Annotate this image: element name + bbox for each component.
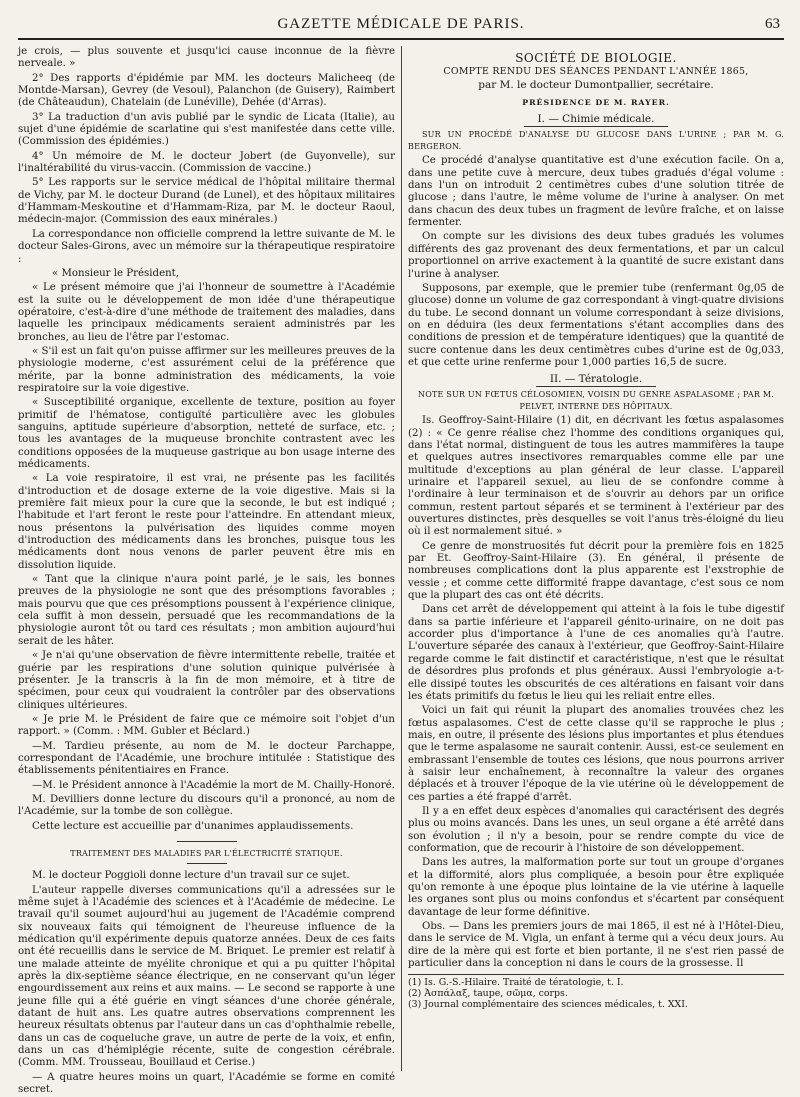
paragraph: Ce genre de monstruosités fut décrit pour la première fois en 1825 par Et. Geoffroy-Saint-Hilaire (3). En général, il présente de nombreuses complications dont la plus apparente est l'exstrophie de vessie ; et comme cette difformité frappe davantage, c'est sous ce nom que la plupart des cas ont été décrits. <box>408 540 784 602</box>
paragraph: Dans cet arrêt de développement qui atteint à la fois le tube digestif dans sa partie inférieure et l'appareil génito-urinaire, on ne doit pas accorder plus d'importance à l'une de ces anomalies qu'à l'autre. L'ouverture séparée des canaux à l'extérieur, que Geoffroy-Saint-Hilaire regarde comme le fait distinctif et caractéristique, n'est que le résultat de désordres plus profonds et plus généraux. Aussi l'embryologie a-t-elle dissipé toutes les obscurités de ces altérations en faisant voir dans les états primitifs du fœtus le lieu qui les reliait entre elles. <box>408 604 784 702</box>
paragraph: « Je prie M. le Président de faire que ce mémoire soit l'objet d'un rapport. » (Comm. : MM. Gubler et Béclard.) <box>18 713 395 738</box>
paragraph: « Le présent mémoire que j'ai l'honneur de soumettre à l'Académie est la suite ou le développement de mon idée d'une thérapeutique opératoire, c'est-à-dire d'une méthode de traitement des maladies, dans laquelle les principaux médicaments seraient administrés par les bronches, au lieu de l'être par l'estomac. <box>18 282 395 343</box>
society-heading: SOCIÉTÉ DE BIOLOGIE. <box>515 51 677 65</box>
paragraph: Voici un fait qui réunit la plupart des anomalies trouvées chez les fœtus aspalasomes. C'est de cette classe qu'il se rapproche le plus ; mais, en outre, il présente des lésions plus importantes et plus étendues que le terme aspalasome ne saurait contenir. Aussi, est-ce seulement en embrassant l'ensemble de toutes ces lésions, que nous pourrons arriver à saisir leur enchaînement, à reconnaître la valeur des organes déplacés et à trouver l'époque de la vie utérine où le développement de ces parties a été frappé d'arrêt. <box>408 705 784 803</box>
paragraph: « Monsieur le Président, <box>52 267 179 279</box>
page-number: 63 <box>765 16 780 32</box>
paragraph: Ce procédé d'analyse quantitative est d'une exécution facile. On a, dans une petite cuve à mercure, deux tubes gradués d'égal volume : dans l'un on introduit 2 centimètres cubes d'une solution titrée de glucose ; dans l'autre, le même volume de l'urine à analyser. On met dans chacun des deux tubes un fragment de levûre fraîche, et on laisse fermenter. <box>408 155 784 229</box>
article-title: TRAITEMENT DES MALADIES PAR L'ÉLECTRICITÉ STATIQUE. <box>70 848 343 858</box>
paragraph: M. Devilliers donne lecture du discours qu'il a prononcé, au nom de l'Académie, sur la tombe de son collègue. <box>18 793 395 818</box>
paragraph: —M. Tardieu présente, au nom de M. le docteur Parchappe, correspondant de l'Académie, une brochure intitulée : Statistique des établissements pénitentiaires en France. <box>18 740 395 777</box>
article-title: SUR UN PROCÉDÉ D'ANALYSE DU GLUCOSE DANS L'URINE ; PAR M. G. BERGERON. <box>408 129 784 152</box>
chapter-heading <box>408 113 784 125</box>
running-header <box>18 14 784 40</box>
paragraph: « S'il est un fait qu'on puisse affirmer sur les meilleures preuves de la physiologie moderne, c'est assurément celui de la préférence que mérite, par la bonne administration des médicaments, la voie respiratoire sur la voie digestive. <box>18 345 395 394</box>
paragraph: Supposons, par exemple, que le premier tube (renfermant 0g,05 de glucose) donne un volume de gaz correspondant à vingt-quatre divisions du tube. Le second donnant un volume correspondant à seize divisions, on en déduira (les deux fermentations s'étant accomplies dans des conditions de pression et de température identiques) que la quantité de sucre contenue dans les deux centimètres cubes d'urine est de 0g,033, et que cette urine renferme pour 1,000 parties 16,5 de sucre. <box>408 282 784 368</box>
paragraph: — A quatre heures moins un quart, l'Académie se forme en comité secret. <box>18 1071 395 1096</box>
footnotes <box>408 974 784 1010</box>
paragraph: 4° Un mémoire de M. le docteur Jobert (de Guyonvelle), sur l'inaltérabilité du virus-vaccin. (Commission de vaccine.) <box>18 150 395 175</box>
paragraph: L'auteur rappelle diverses communications qu'il a adressées sur le même sujet à l'Académie des sciences et à l'Académie de médecine. Le travail qu'il soumet aujourd'hui au jugement de l'Académie comprend six nouveaux faits qui témoignent de l'heureuse influence de la médication qu'il expérimente depuis quatorze années. Deux de ces faits ont été recueillis dans le service de M. Briquet. Le premier est relatif à une malade atteinte de myélite chronique et qui a pu quitter l'hôpital après la dix-septième séance électrique, en ne conservant qu'un léger engourdissement aux reins et aux mains. — Le second se rapporte à une jeune fille qui a été guérie en vingt séances d'une chorée générale, datant de huit ans. Les quatre autres observations comprennent les heureux résultats obtenus par l'auteur dans un cas d'ophthalmie rebelle, dans un cas de coqueluche grave, un autre de perte de la voix, et enfin, dans un cas d'hémiplégie récente, suite de congestion cérébrale. (Comm. MM. Trousseau, Bouillaud et Cerise.) <box>18 884 395 1069</box>
paragraph: « Je n'ai qu'une observation de fièvre intermittente rebelle, traitée et guérie par les respirations d'une solution quinique pulvérisée à présenter. Je la transcris à la fin de mon mémoire, et à titre de spécimen, pour ceux qui voudraient la contrôler par des observations cliniques ultérieures. <box>18 650 395 711</box>
left-column <box>18 46 396 1096</box>
paragraph: On compte sur les divisions des deux tubes gradués les volumes différents des gaz provenant des deux fermentations, et par un calcul proportionnel on arrive exactement à la quantité de sucre existant dans l'urine à analyser. <box>408 231 784 280</box>
footnote: (1) Is. G.-S.-Hilaire. Traité de tératologie, t. I. <box>408 977 624 989</box>
journal-title: GAZETTE MÉDICALE DE PARIS. <box>277 16 525 32</box>
chapter-title: I. — Chimie médicale. <box>524 113 669 127</box>
paragraph: « La voie respiratoire, il est vrai, ne présente pas les facilités d'introduction et de dosage externe de la voie digestive. Mais si la première fait mieux pour la cure que la seconde, le but est indiqué ; l'habitude et l'art feront le reste pour l'atteindre. En attendant mieux, nous présentons la pulvérisation des liquides comme moyen d'introduction des médicaments dans les bronches, puisque tous les médicaments dont nous venons de parler peuvent être mis en dissolution liquide. <box>18 473 395 571</box>
paragraph: Il y a en effet deux espèces d'anomalies qui caractérisent des degrés plus ou moins avancés. Dans les unes, un seul organe a été arrêté dans son évolution ; il n'y a besoin, pour se rendre compte du vice de conformation, que de recourir à l'histoire de son développement. <box>408 805 784 854</box>
paragraph: Is. Geoffroy-Saint-Hilaire (1) dit, en décrivant les fœtus aspalasomes (2) : « Ce genre réalise chez l'homme des conditions organiques qui, dans l'état normal, distinguent de tous les autres mammifères la taupe et quelques autres insectivores remarquables comme elle par une multitude d'exceptions au plan général de leur classe. L'appareil urinaire et l'appareil sexuel, au lieu de se confondre comme à l'ordinaire à leur terminaison et de s'ouvrir au dehors par un orifice commun, restent partout séparés et se terminent à l'extérieur par des ouvertures distinctes, près desquelles se voit l'anus très-éloigné du lieu où il est normalement situé. » <box>408 415 784 538</box>
presidence-line: PRÉSIDENCE DE M. RAYER. <box>522 98 670 108</box>
column-rule <box>401 46 402 1071</box>
paragraph: Cette lecture est accueillie par d'unanimes applaudissements. <box>32 820 354 832</box>
paragraph: 2° Des rapports d'épidémie par MM. les docteurs Malicheeq (de Montde-Marsan), Gevrey (de Vesoul), Palanchon (de Guisery), Raimbert (de Châteaudun), Chatelain (de Lunéville), Dehée (d'Arras). <box>18 72 395 109</box>
paragraph: Obs. — Dans les premiers jours de mai 1865, il est né à l'Hôtel-Dieu, dans le service de M. Vigla, un enfant à terme qui a vécu deux jours. Au dire de la mère qui est forte et bien portante, il ne s'est rien passé de particulier dans la conception ni dans le cours de la grossesse. Il <box>408 921 784 970</box>
chapter-title: II. — Tératologie. <box>536 373 656 387</box>
paragraph: —M. le Président annonce à l'Académie la mort de M. Chailly-Honoré. <box>32 779 395 791</box>
author-line: par M. le docteur Dumontpallier, secrétaire. <box>478 78 714 91</box>
chapter-heading <box>408 373 784 385</box>
paragraph: « Tant que la clinique n'aura point parlé, je le sais, les bonnes preuves de la physiologie ne sont que des présomptions favorables ; mais pourvu que que ces présomptions poussent à l'expérience clinique, cela suffit à mon dessein, persuadé que les recommandations de la physiologie auront tôt ou tard ces résultats ; mon ambition aujourd'hui serait de les hâter. <box>18 574 395 647</box>
divider <box>187 863 227 864</box>
article-title: NOTE SUR UN FŒTUS CÉLOSOMIEN, VOISIN DU GENRE ASPALASOME ; PAR M. PELVET, INTERNE DES HÔPITAUX. <box>418 389 774 411</box>
footnote: (2) Ἀσπάλαξ, taupe, σῶμα, corps. <box>408 988 568 1000</box>
paragraph: « Susceptibilité organique, excellente de texture, position au foyer primitif de l'hématose, contiguïté particulière avec les globules sanguins, aptitude supérieure d'absorption, netteté de surface, etc. ; tous les avantages de la muqueuse bronchite contrastent avec les conditions opposées de la muqueuse gastrique au bon usage interne des médicaments. <box>18 397 395 470</box>
paragraph: La correspondance non officielle comprend la lettre suivante de M. le docteur Sales-Girons, avec un mémoire sur la thérapeutique respiratoire : <box>18 228 396 265</box>
newspaper-page <box>18 14 784 1096</box>
paragraph: 3° La traduction d'un avis publié par le syndic de Licata (Italie), au sujet d'une épidémie de scarlatine qui s'est manifestée dans cette ville. (Commission des épidémies.) <box>18 111 395 148</box>
paragraph: je crois, — plus souvente et jusqu'ici cause inconnue de la fièvre nerveale. » <box>18 46 395 70</box>
right-column <box>408 46 784 1071</box>
footnote: (3) Journal complémentaire des sciences médicales, t. XXI. <box>408 999 688 1011</box>
divider <box>177 841 237 842</box>
compte-rendu-line: COMPTE RENDU DES SÉANCES PENDANT L'ANNÉE 1865, <box>443 66 749 78</box>
paragraph: Dans les autres, la malformation porte sur tout un groupe d'organes et la difformité, alors plus compliquée, a besoin pour être expliquée qu'on remonte à une époque plus lointaine de la vie utérine à laquelle les organes sont plus ou moins confondus et s'écartent par conséquent davantage de leur forme définitive. <box>408 857 784 918</box>
paragraph: 5° Les rapports sur le service médical de l'hôpital militaire thermal de Vichy, par M. le docteur Durand (de Lunel), et des hôpitaux militaires d'Hammam-Meskoutine et d'Hammam-Riza, par M. le docteur Raoul, médecin-major. (Commission des eaux minérales.) <box>18 177 395 226</box>
paragraph: M. le docteur Poggioli donne lecture d'un travail sur ce sujet. <box>32 870 350 882</box>
columns <box>18 46 784 1096</box>
